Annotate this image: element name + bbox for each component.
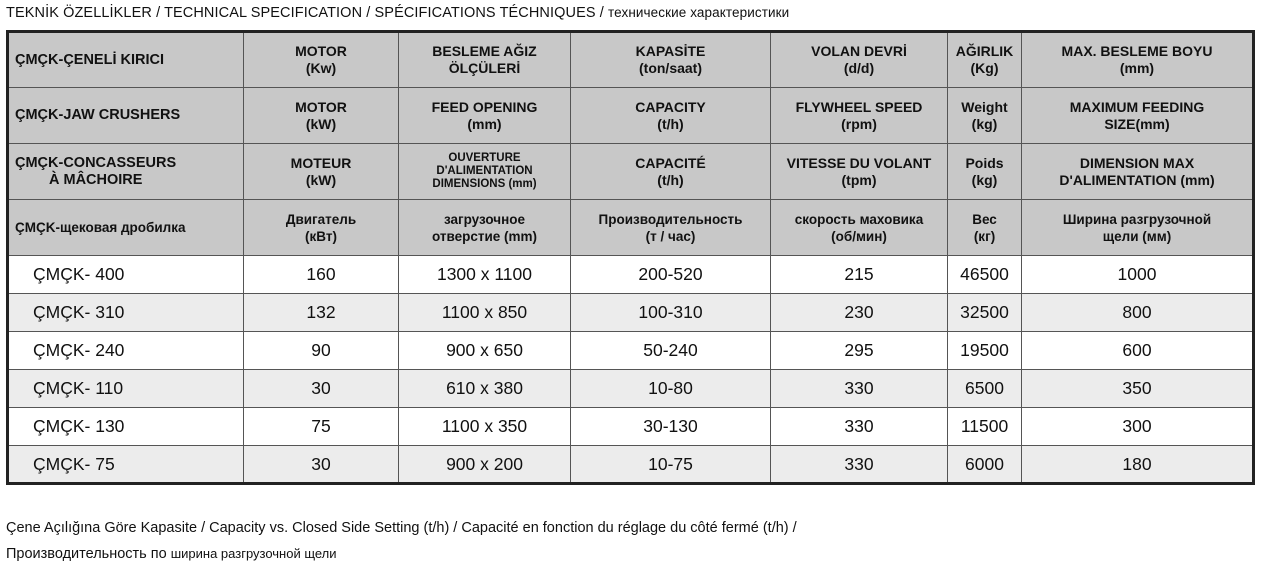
feed-opening-value: 610 x 380 <box>399 370 571 408</box>
capacity-value: 10-80 <box>571 370 771 408</box>
motor-value: 90 <box>244 332 399 370</box>
feed-opening-value: 1100 x 350 <box>399 408 571 446</box>
header-weight: AĞIRLIK (Kg) <box>948 32 1022 88</box>
title-main: TEKNİK ÖZELLİKLER / TECHNICAL SPECIFICATION / SPÉCIFICATIONS TÉCHNIQUES / <box>6 5 604 21</box>
max-feed-size-value: 600 <box>1022 332 1254 370</box>
header-row-french <box>8 144 1254 200</box>
feed-opening-value: 1300 x 1100 <box>399 256 571 294</box>
footnote-russian-b: ширина разгрузочной щели <box>170 546 337 561</box>
feed-opening-value: 1100 x 850 <box>399 294 571 332</box>
table-row <box>8 408 1254 446</box>
table-row <box>8 370 1254 408</box>
header-max-feed-size: Ширина разгрузочной щели (мм) <box>1022 200 1254 256</box>
header-label: ÇMÇK-ÇENELİ KIRICI <box>8 32 244 88</box>
spec-table <box>6 30 1255 485</box>
flywheel-speed-value: 230 <box>771 294 948 332</box>
header-capacity: Производительность (т / час) <box>571 200 771 256</box>
model-name: ÇMÇK- 110 <box>8 370 244 408</box>
header-weight: Вес (кг) <box>948 200 1022 256</box>
header-feed-opening: FEED OPENING (mm) <box>399 88 571 144</box>
header-max-feed-size: DIMENSION MAX D'ALIMENTATION (mm) <box>1022 144 1254 200</box>
footnote-russian-a: Производительность по <box>6 546 167 562</box>
header-flywheel-speed: VITESSE DU VOLANT (tpm) <box>771 144 948 200</box>
header-label: ÇMÇK-JAW CRUSHERS <box>8 88 244 144</box>
header-flywheel-speed: VOLAN DEVRİ (d/d) <box>771 32 948 88</box>
max-feed-size-value: 1000 <box>1022 256 1254 294</box>
header-capacity: CAPACITÉ (t/h) <box>571 144 771 200</box>
weight-value: 32500 <box>948 294 1022 332</box>
header-row-english <box>8 88 1254 144</box>
capacity-value: 200-520 <box>571 256 771 294</box>
motor-value: 160 <box>244 256 399 294</box>
weight-value: 19500 <box>948 332 1022 370</box>
header-motor: MOTOR (kW) <box>244 88 399 144</box>
max-feed-size-value: 350 <box>1022 370 1254 408</box>
table-row <box>8 332 1254 370</box>
model-name: ÇMÇK- 130 <box>8 408 244 446</box>
flywheel-speed-value: 330 <box>771 408 948 446</box>
table-row <box>8 446 1254 484</box>
weight-value: 11500 <box>948 408 1022 446</box>
weight-value: 6500 <box>948 370 1022 408</box>
header-weight: Poids (kg) <box>948 144 1022 200</box>
header-max-feed-size: MAXIMUM FEEDING SIZE(mm) <box>1022 88 1254 144</box>
header-row-russian <box>8 200 1254 256</box>
max-feed-size-value: 800 <box>1022 294 1254 332</box>
capacity-value: 10-75 <box>571 446 771 484</box>
header-motor: Двигатель (кВт) <box>244 200 399 256</box>
header-motor: MOTEUR (kW) <box>244 144 399 200</box>
feed-opening-value: 900 x 200 <box>399 446 571 484</box>
header-weight: Weight (kg) <box>948 88 1022 144</box>
model-name: ÇMÇK- 75 <box>8 446 244 484</box>
capacity-value: 100-310 <box>571 294 771 332</box>
footnote-line-1: Çene Açılığına Göre Kapasite / Capacity vs. Closed Side Setting (t/h) / Capacité en fonction du réglage du côté fermé (t/h) / <box>6 520 797 536</box>
header-feed-opening: загрузочное отверстие (mm) <box>399 200 571 256</box>
header-label: ÇMÇK-щековая дробилка <box>8 200 244 256</box>
motor-value: 30 <box>244 370 399 408</box>
flywheel-speed-value: 295 <box>771 332 948 370</box>
capacity-value: 30-130 <box>571 408 771 446</box>
table-row <box>8 256 1254 294</box>
flywheel-speed-value: 330 <box>771 370 948 408</box>
feed-opening-value: 900 x 650 <box>399 332 571 370</box>
header-capacity: KAPASİTE (ton/saat) <box>571 32 771 88</box>
header-flywheel-speed: FLYWHEEL SPEED (rpm) <box>771 88 948 144</box>
model-name: ÇMÇK- 400 <box>8 256 244 294</box>
page-title <box>6 5 789 21</box>
model-name: ÇMÇK- 240 <box>8 332 244 370</box>
footnote-line-2 <box>6 546 337 562</box>
max-feed-size-value: 180 <box>1022 446 1254 484</box>
weight-value: 46500 <box>948 256 1022 294</box>
header-flywheel-speed: скорость маховика (об/мин) <box>771 200 948 256</box>
motor-value: 30 <box>244 446 399 484</box>
header-label: ÇMÇK-CONCASSEURS À MÂCHOIRE <box>8 144 244 200</box>
header-capacity: CAPACITY (t/h) <box>571 88 771 144</box>
header-feed-opening: OUVERTURE D'ALIMENTATION DIMENSIONS (mm) <box>399 144 571 200</box>
header-motor: MOTOR (Kw) <box>244 32 399 88</box>
max-feed-size-value: 300 <box>1022 408 1254 446</box>
flywheel-speed-value: 330 <box>771 446 948 484</box>
header-feed-opening: BESLEME AĞIZ ÖLÇÜLERİ <box>399 32 571 88</box>
motor-value: 75 <box>244 408 399 446</box>
header-max-feed-size: MAX. BESLEME BOYU (mm) <box>1022 32 1254 88</box>
capacity-value: 50-240 <box>571 332 771 370</box>
motor-value: 132 <box>244 294 399 332</box>
weight-value: 6000 <box>948 446 1022 484</box>
header-row-turkish <box>8 32 1254 88</box>
model-name: ÇMÇK- 310 <box>8 294 244 332</box>
title-russian: технические характеристики <box>608 5 790 20</box>
flywheel-speed-value: 215 <box>771 256 948 294</box>
table-row <box>8 294 1254 332</box>
